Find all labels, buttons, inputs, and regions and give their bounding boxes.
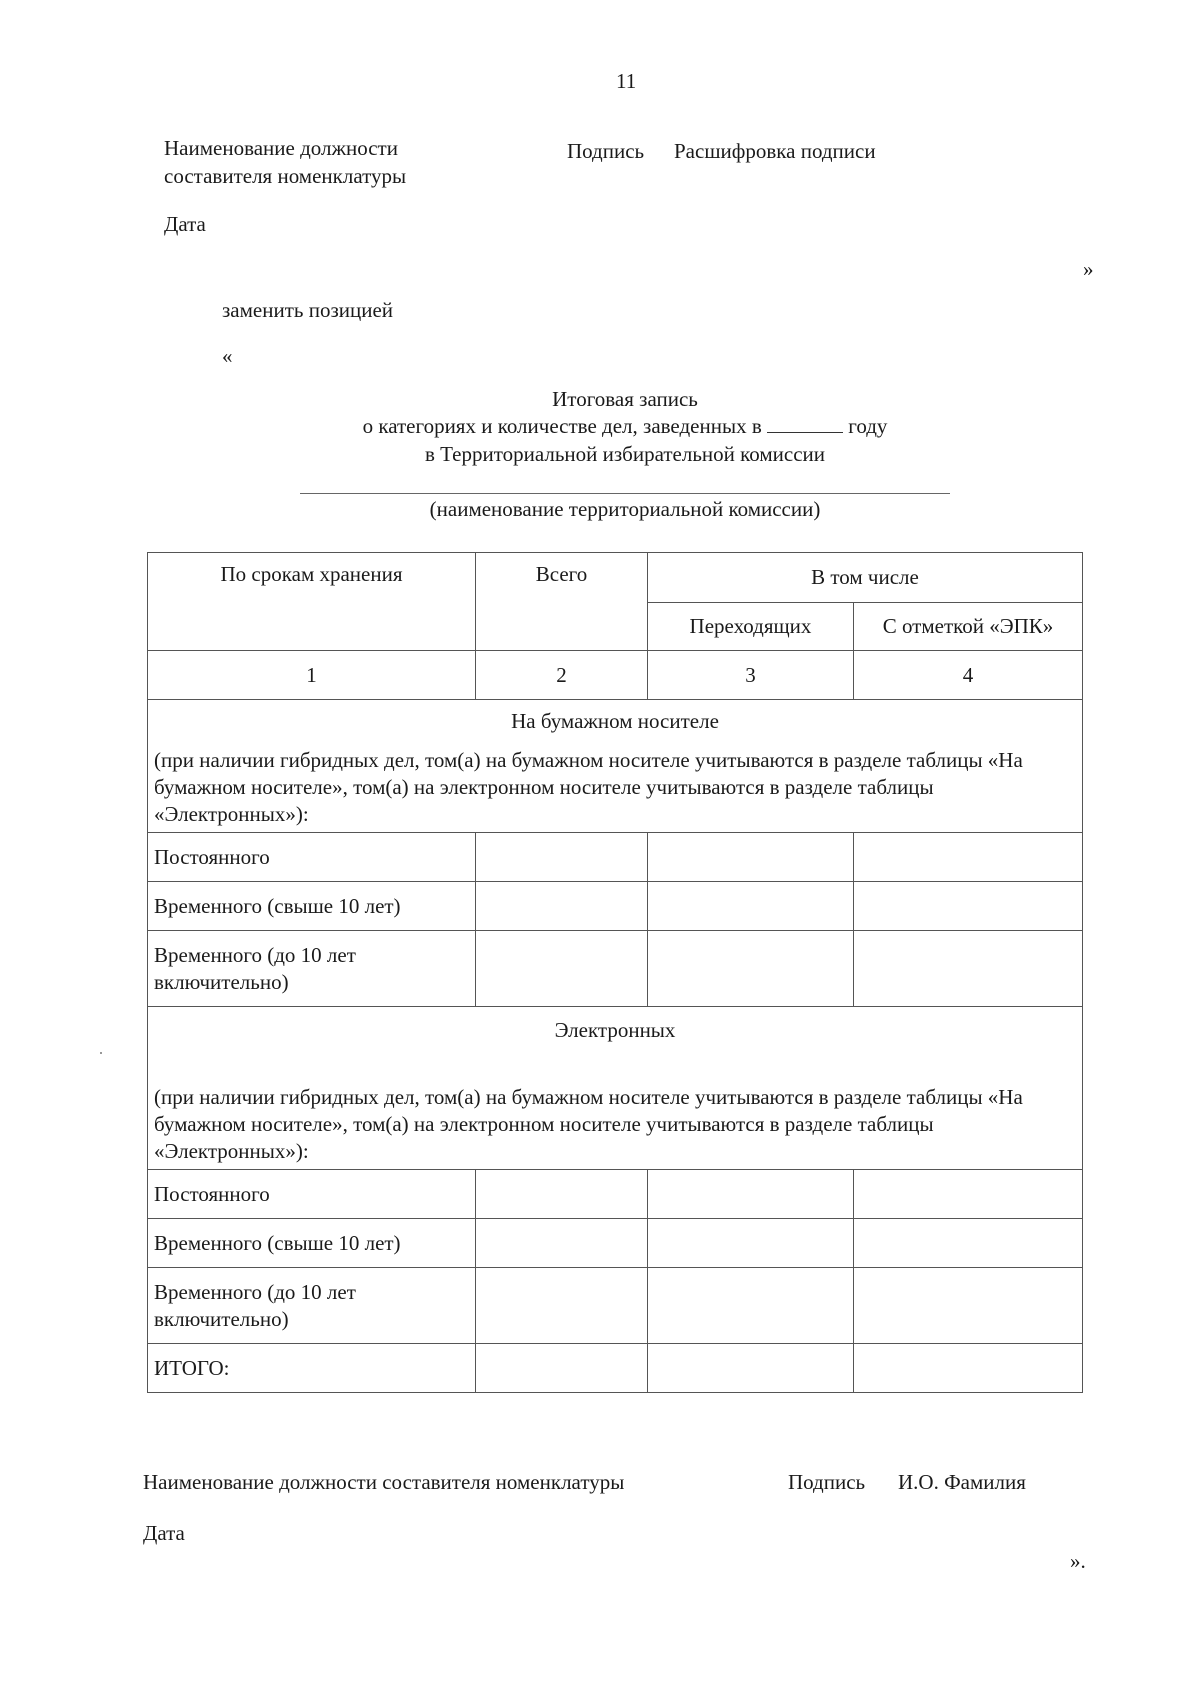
page-number: 11 (616, 69, 637, 93)
cell-empty (854, 931, 1083, 1007)
cell-empty (648, 1344, 854, 1393)
section-electronic (148, 1007, 1083, 1170)
cell-empty (648, 1268, 854, 1344)
cell-empty (854, 1219, 1083, 1268)
row-total: ИТОГО: (148, 1344, 476, 1393)
cell-empty (854, 882, 1083, 931)
bottom-signature-label: Подпись (788, 1470, 866, 1494)
section-paper (148, 700, 1083, 833)
row-electronic-temp-upto10: Временного (до 10 лет включительно) (148, 1268, 476, 1344)
heading-line3: в Территориальной избирательной комиссии (424, 442, 826, 466)
bottom-date-label: Дата (143, 1521, 185, 1545)
cell-empty (854, 833, 1083, 882)
heading-line2-post: году (848, 414, 888, 438)
year-blank (767, 414, 843, 433)
header-total: Всего (476, 553, 648, 651)
col-number-4: 4 (854, 651, 1083, 700)
row-paper-temp-over10: Временного (свыше 10 лет) (148, 882, 476, 931)
col-number-3: 3 (648, 651, 854, 700)
row-paper-permanent: Постоянного (148, 833, 476, 882)
cell-empty (648, 882, 854, 931)
cell-empty (648, 1219, 854, 1268)
cell-empty (476, 833, 648, 882)
closing-quote-top: » (1083, 257, 1094, 281)
cell-empty (854, 1344, 1083, 1393)
top-position-line2: составителя номенклатуры (164, 164, 407, 188)
bottom-name-label: И.О. Фамилия (898, 1470, 1026, 1494)
col-number-1: 1 (148, 651, 476, 700)
heading-line2-pre: о категориях и количестве дел, заведенных в (362, 414, 762, 438)
closing-quote-bottom: ». (1070, 1549, 1086, 1573)
cell-empty (648, 1170, 854, 1219)
section-electronic-note: (при наличии гибридных дел, том(а) на бумажном носителе учитываются в разделе таблицы «На бумажном носителе», том(а) на электронном носителе учитываются в разделе таблицы «Электронных»): (154, 1085, 1023, 1163)
top-position-line1: Наименование должности (164, 136, 398, 160)
cell-empty (854, 1170, 1083, 1219)
header-including: В том числе (648, 553, 1083, 603)
section-electronic-title: Электронных (554, 1018, 676, 1042)
header-transitional: Переходящих (648, 603, 854, 651)
cell-empty (476, 931, 648, 1007)
commission-name-line (300, 493, 950, 494)
header-storage-periods: По срокам хранения (148, 553, 476, 651)
top-decoding-label: Расшифровка подписи (674, 139, 876, 163)
top-date-label: Дата (164, 212, 206, 236)
opening-quote: « (222, 344, 233, 368)
row-electronic-temp-over10: Временного (свыше 10 лет) (148, 1219, 476, 1268)
cell-empty (648, 833, 854, 882)
cell-empty (854, 1268, 1083, 1344)
cell-empty (476, 1170, 648, 1219)
bottom-position-label: Наименование должности составителя номенклатуры (143, 1470, 625, 1494)
col-number-2: 2 (476, 651, 648, 700)
header-epk: С отметкой «ЭПК» (854, 603, 1083, 651)
heading-title: Итоговая запись (552, 387, 698, 411)
section-paper-title: На бумажном носителе (511, 709, 719, 733)
cell-empty (476, 1344, 648, 1393)
top-signature-label: Подпись (567, 139, 645, 163)
summary-table (147, 552, 1083, 1393)
scan-speck (100, 1052, 102, 1054)
replace-text: заменить позицией (222, 298, 394, 322)
cell-empty (476, 1268, 648, 1344)
heading-line2 (300, 413, 950, 440)
cell-empty (648, 931, 854, 1007)
cell-empty (476, 1219, 648, 1268)
row-paper-temp-upto10: Временного (до 10 лет включительно) (148, 931, 476, 1007)
cell-empty (476, 882, 648, 931)
section-paper-note: (при наличии гибридных дел, том(а) на бумажном носителе учитываются в разделе таблицы «На бумажном носителе», том(а) на электронном носителе учитываются в разделе таблицы «Электронных»): (154, 748, 1023, 826)
commission-caption: (наименование территориальной комиссии) (429, 497, 821, 521)
row-electronic-permanent: Постоянного (148, 1170, 476, 1219)
